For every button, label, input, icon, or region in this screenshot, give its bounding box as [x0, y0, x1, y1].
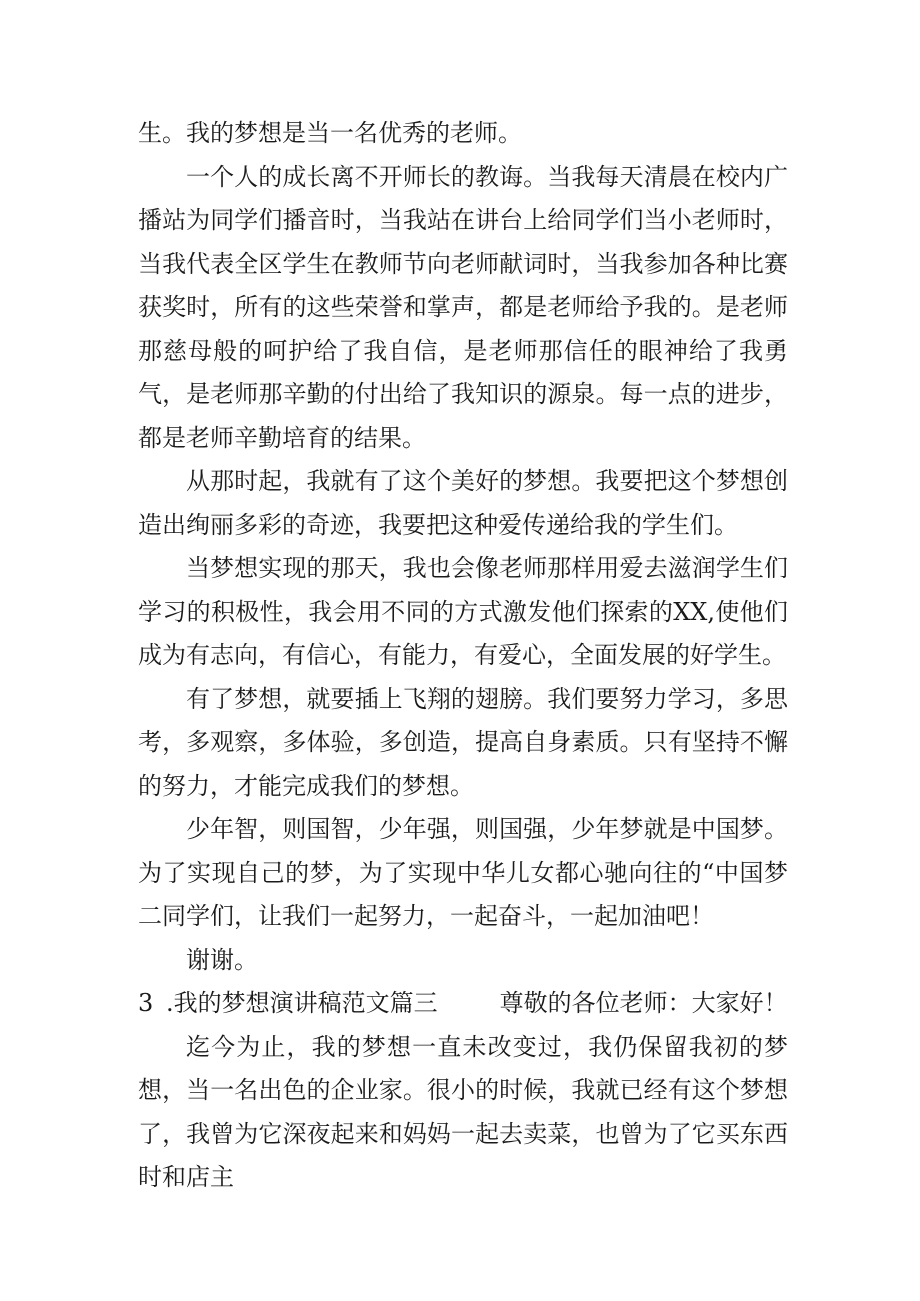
paragraph-1: 一个人的成长离不开师长的教诲。当我每天清晨在校内广播站为同学们播音时，当我站在讲台上给同学们当小老师时，当我代表全区学生在教师节向老师献词时，当我参加各种比赛获奖时，所有的这些荣誉和掌声，都是老师给予我的。是老师那慈母般的呵护给了我自信，是老师那信任的眼神给了我勇气，是老师那辛勤的付出给了我知识的源泉。每一点的进步，都是老师辛勤培育的结果。	[138, 162, 788, 452]
paragraph-5: 少年智，则国智，少年强，则国强，少年梦就是中国梦。为了实现自己的梦，为了实现中华儿女都心驰向往的“中国梦二同学们，让我们一起努力，一起奋斗，一起加油吧！	[138, 815, 788, 930]
paragraph-0: 生。我的梦想是当一名优秀的老师。	[138, 119, 522, 147]
section-heading	[138, 982, 788, 1026]
heading-title: .我的梦想演讲稿范文篇三	[166, 989, 438, 1017]
heading-greeting: 尊敬的各位老师：大家好！	[499, 989, 788, 1017]
heading-number: 3	[138, 989, 154, 1017]
document-body	[138, 112, 788, 1200]
paragraph-7: 迄今为止，我的梦想一直未改变过，我仍保留我初的梦想，当一名出色的企业家。很小的时候，我就已经有这个梦想了，我曾为它深夜起来和妈妈一起去卖菜，也曾为了它买东西时和店主	[138, 1032, 788, 1191]
paragraph-6: 谢谢。	[186, 945, 258, 974]
paragraph-2: 从那时起，我就有了这个美好的梦想。我要把这个梦想创造出绚丽多彩的奇迹，我要把这种爱传递给我的学生们。	[138, 467, 788, 539]
paragraph-3: 当梦想实现的那天，我也会像老师那样用爱去滋润学生们学习的积极性，我会用不同的方式激发他们探索的XX,使他们成为有志向，有信心，有能力，有爱心，全面发展的好学生。	[138, 554, 788, 669]
paragraph-4: 有了梦想，就要插上飞翔的翅膀。我们要努力学习，多思考，多观察，多体验，多创造，提高自身素质。只有坚持不懈的努力，才能完成我们的梦想。	[138, 684, 788, 800]
